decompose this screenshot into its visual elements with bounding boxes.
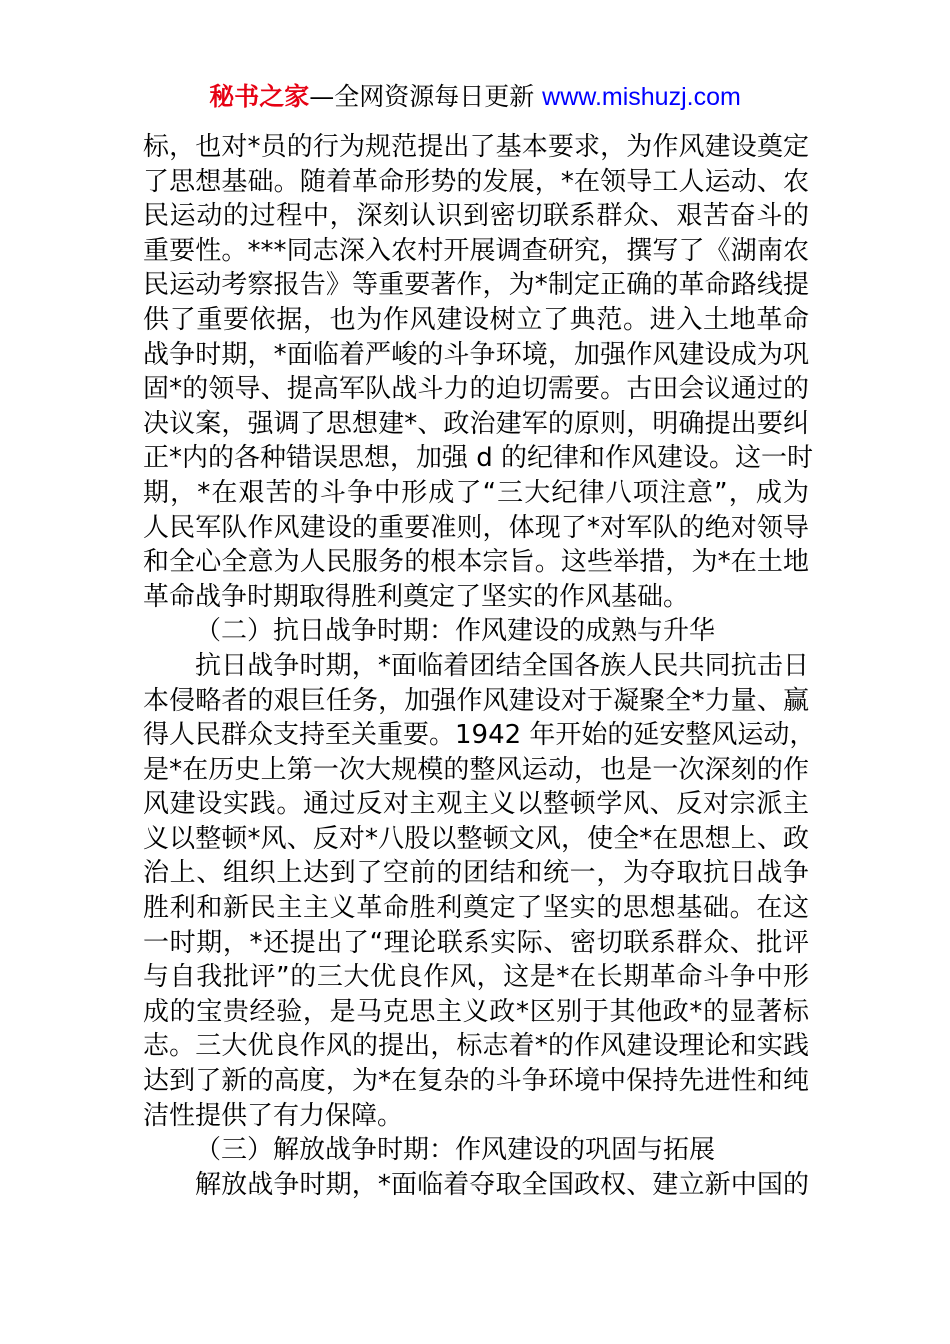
text-line: 成的宝贵经验，是马克思主义政*区别于其他政*的显著标: [143, 996, 809, 1027]
header-tagline: —全网资源每日更新: [309, 82, 543, 111]
text-line: 正*内的各种错误思想，加强 d 的纪律和作风建设。这一时: [143, 443, 814, 474]
text-line: 与自我批评”的三大优良作风，这是*在长期革命斗争中形: [143, 962, 809, 993]
section-heading: （三）解放战争时期：作风建设的巩固与拓展: [195, 1135, 716, 1166]
text-line: 标，也对*员的行为规范提出了基本要求，为作风建设奠定: [143, 132, 809, 162]
site-header: [0, 80, 950, 114]
text-line: 抗日战争时期，*面临着团结全国各族人民共同抗击日: [195, 650, 809, 681]
text-line: 和全心全意为人民服务的根本宗旨。这些举措，为*在土地: [143, 547, 809, 578]
text-line: 了思想基础。随着革命形势的发展，*在领导工人运动、农: [143, 166, 809, 197]
brand-name: 秘书之家: [209, 82, 310, 111]
text-line: 重要性。***同志深入农村开展调查研究，撰写了《湖南农: [143, 235, 809, 266]
text-line: 人民军队作风建设的重要准则，体现了*对军队的绝对领导: [143, 512, 809, 543]
text-line: 决议案，强调了思想建*、政治建军的原则，明确提出要纠: [143, 408, 809, 439]
section-heading: （二）抗日战争时期：作风建设的成熟与升华: [195, 616, 716, 647]
text-line: 期，*在艰苦的斗争中形成了“三大纪律八项注意”，成为: [143, 477, 809, 508]
text-line: 一时期，*还提出了“理论联系实际、密切联系群众、批评: [143, 927, 809, 958]
text-line: 战争时期，*面临着严峻的斗争环境，加强作风建设成为巩: [143, 339, 809, 370]
text-line: 民运动考察报告》等重要著作，为*制定正确的革命路线提: [143, 270, 809, 301]
text-line: 供了重要依据，也为作风建设树立了典范。进入土地革命: [143, 304, 809, 335]
text-line: 解放战争时期，*面临着夺取全国政权、建立新中国的: [195, 1169, 809, 1200]
text-line: 胜利和新民主主义革命胜利奠定了坚实的思想基础。在这: [143, 893, 809, 924]
text-line: 是*在历史上第一次大规模的整风运动，也是一次深刻的作: [143, 754, 809, 785]
text-line: 革命战争时期取得胜利奠定了坚实的作风基础。: [143, 581, 690, 612]
text-line: 风建设实践。通过反对主观主义以整顿学风、反对宗派主: [143, 789, 809, 820]
text-line: 本侵略者的艰巨任务，加强作风建设对于凝聚全*力量、赢: [143, 685, 809, 716]
text-line: 治上、组织上达到了空前的团结和统一，为夺取抗日战争: [143, 858, 809, 889]
text-line: 固*的领导、提高军队战斗力的迫切需要。古田会议通过的: [143, 374, 809, 405]
text-line: 义以整顿*风、反对*八股以整顿文风，使全*在思想上、政: [143, 823, 809, 854]
text-line: 洁性提供了有力保障。: [143, 1100, 404, 1131]
text-line: 民运动的过程中，深刻认识到密切联系群众、艰苦奋斗的: [143, 201, 809, 232]
text-line: 达到了新的高度，为*在复杂的斗争环境中保持先进性和纯: [143, 1066, 809, 1097]
document-body: [143, 130, 816, 1202]
site-url-link[interactable]: www.mishuzj.com: [542, 83, 741, 111]
text-line: 得人民群众支持至关重要。1942 年开始的延安整风运动，: [143, 720, 816, 751]
text-line: 志。三大优良作风的提出，标志着*的作风建设理论和实践: [143, 1031, 809, 1062]
